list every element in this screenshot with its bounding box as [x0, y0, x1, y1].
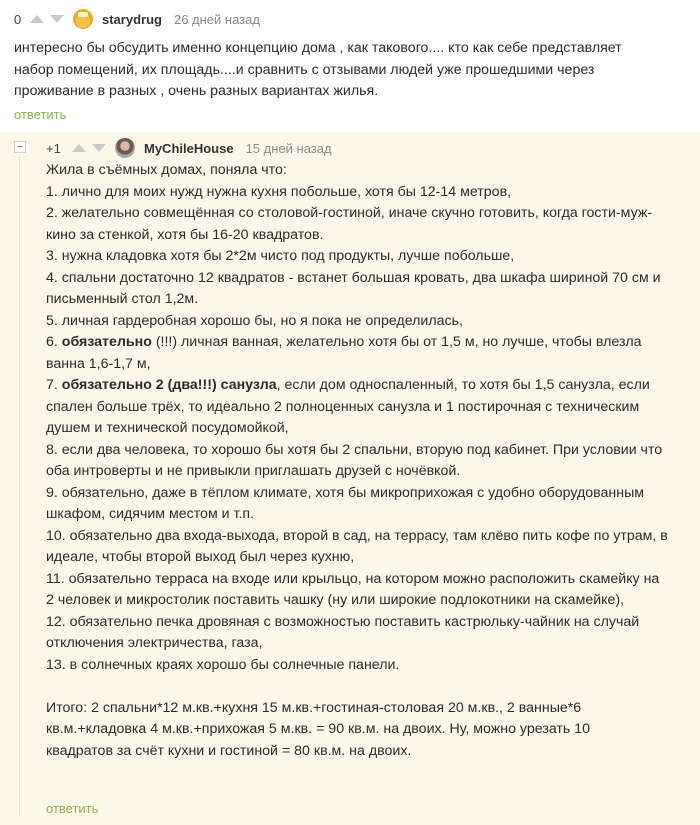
comment-line [46, 375, 686, 397]
line-text: 7. [46, 377, 62, 393]
line-text: письменный стол 1,2м. [46, 291, 199, 307]
avatar[interactable] [73, 9, 93, 29]
line-text: 12. обязательно печка дровяная с возможностью поставить кастрюльку-чайник на случай [46, 613, 640, 630]
comment-line: набор помещений, их площадь....и сравнить с отзывами людей уже прошедшими через [14, 61, 595, 78]
comment-line [46, 483, 686, 505]
comment-line [46, 268, 686, 290]
line-text: оба интроверты и не привыкли приглашать друзей с ночёвкой. [46, 463, 461, 479]
comment-line [46, 160, 686, 182]
comment-mychilehouse [0, 132, 700, 825]
username[interactable]: MyChileHouse [144, 140, 234, 156]
line-text: 5. личная гардеробная хорошо бы, но я пока не определилась, [46, 312, 463, 329]
line-text: отключения электричества, газа, [46, 635, 263, 651]
comment-line [46, 612, 686, 634]
line-text: шкафом, сидячим местом и т.п. [46, 506, 255, 522]
line-text: спален больше трёх, то идеально 2 полноценных санузла и 1 постирочная с техническим [46, 398, 640, 415]
comment-rating: +1 [46, 140, 61, 156]
line-text: 2 человек и микростолик поставить чашку (ну или широкие подлокотники на скамейке), [46, 592, 625, 608]
comment-line [46, 698, 686, 720]
upvote-arrow-icon[interactable] [72, 144, 86, 152]
line-text: 13. в солнечных краях хорошо бы солнечные панели. [46, 656, 400, 673]
line-text: (!!!) личная ванная, желательно хотя бы от 1,5 м, но лучше, чтобы влезла [151, 334, 642, 350]
comment-line [46, 547, 686, 569]
line-text: 2. желательно совмещённая со столовой-гостиной, иначе скучно готовить, когда гости-муж- [46, 205, 653, 221]
line-text: Итого: 2 спальни*12 м.кв.+кухня 15 м.кв.+гостиная-столовая 20 м.кв., 2 ванные*6 [46, 699, 582, 716]
line-bold-text: обязательно [61, 334, 152, 350]
comment-line [46, 354, 686, 376]
line-text: идеале, чтобы второй выход был через кухню, [46, 549, 355, 565]
comment-line: проживание в разных , очень разных вариантах жилья. [14, 83, 379, 99]
reply-link[interactable]: ответить [46, 801, 99, 816]
comment-line [46, 569, 686, 591]
line-text: 9. обязательно, даже в тёплом климате, хотя бы микроприхожая с удобно оборудованным [46, 484, 645, 501]
line-text: душем и технической посудомойкой, [46, 420, 289, 436]
downvote-arrow-icon[interactable] [50, 15, 64, 23]
reply-link[interactable]: ответить [14, 106, 67, 122]
line-text: 8. если два человека, то хорошо бы хотя бы 2 спальни, вторую под кабинет. При условии что [46, 441, 663, 458]
line-text: 10. обязательно два входа-выхода, второй в сад, на террасу, там клёво пить кофе по утрам, в [46, 527, 668, 544]
line-text: 6. [46, 334, 62, 350]
comment-line [46, 633, 686, 655]
line-text: Жила в съёмных домах, поняла что: [46, 162, 287, 178]
comment-line [46, 719, 686, 741]
comment-date[interactable]: 26 дней назад [173, 11, 260, 27]
comment-header [46, 137, 332, 159]
comment-rating: 0 [14, 11, 22, 27]
comment-body [14, 38, 686, 103]
comment-line [46, 397, 686, 419]
line-text: ванна 1,6-1,7 м, [46, 355, 151, 372]
comment-line [46, 311, 686, 333]
downvote-arrow-icon[interactable] [92, 144, 106, 152]
comment-line [46, 203, 686, 225]
comment-line [46, 526, 686, 548]
comment-line: интересно бы обсудить именно концепцию дома , как такового.... кто как себе представляет [14, 40, 622, 56]
line-text: 4. спальни достаточно 12 квадратов - встанет большая кровать, два шкафа шириной 70 см и [46, 269, 661, 286]
line-text: кв.м.+кладовка 4 м.кв.+прихожая 5 м.кв. = 90 кв.м. на двоих. Ну, можно урезать 10 [46, 721, 591, 737]
line-bold-text: обязательно 2 (два!!!) санузла [61, 377, 277, 393]
comment-line [46, 504, 686, 526]
line-text: 3. нужна кладовка хотя бы 2*2м чисто под продукты, лучше побольше, [46, 248, 515, 264]
comment-date[interactable]: 15 дней назад [245, 140, 332, 156]
comment-line [46, 332, 686, 354]
comment-line [46, 246, 686, 268]
comment-line [46, 289, 686, 311]
line-text: 1. лично для моих нужд нужна кухня побольше, хотя бы 12-14 метров, [46, 183, 512, 200]
username[interactable]: starydrug [102, 11, 162, 27]
upvote-arrow-icon[interactable] [30, 15, 44, 23]
comment-line [46, 676, 686, 698]
comment-line [46, 182, 686, 204]
avatar[interactable] [115, 138, 135, 158]
collapse-thread-icon[interactable] [14, 141, 26, 153]
comment-line [46, 225, 686, 247]
comment-line [46, 461, 686, 483]
line-text: 11. обязательно терраса на входе или крыльцо, на котором можно расположить скамейку на [46, 570, 660, 587]
comment-line [46, 741, 686, 763]
comment-body [46, 160, 686, 762]
comment-line [46, 590, 686, 612]
line-text: кино за стенкой, хотя бы 16-20 квадратов. [46, 226, 324, 243]
comment-header [14, 8, 686, 30]
line-text: , если дом односпаленный, то хотя бы 1,5 санузла, если [276, 377, 650, 393]
comment-line [46, 440, 686, 462]
comment-line [46, 418, 686, 440]
comment-line [46, 655, 686, 677]
thread-line[interactable] [19, 156, 20, 816]
line-text: квадратов за счёт кухни и гостиной = 80 кв.м. на двоих. [46, 742, 412, 759]
comment-starydrug [0, 0, 700, 128]
